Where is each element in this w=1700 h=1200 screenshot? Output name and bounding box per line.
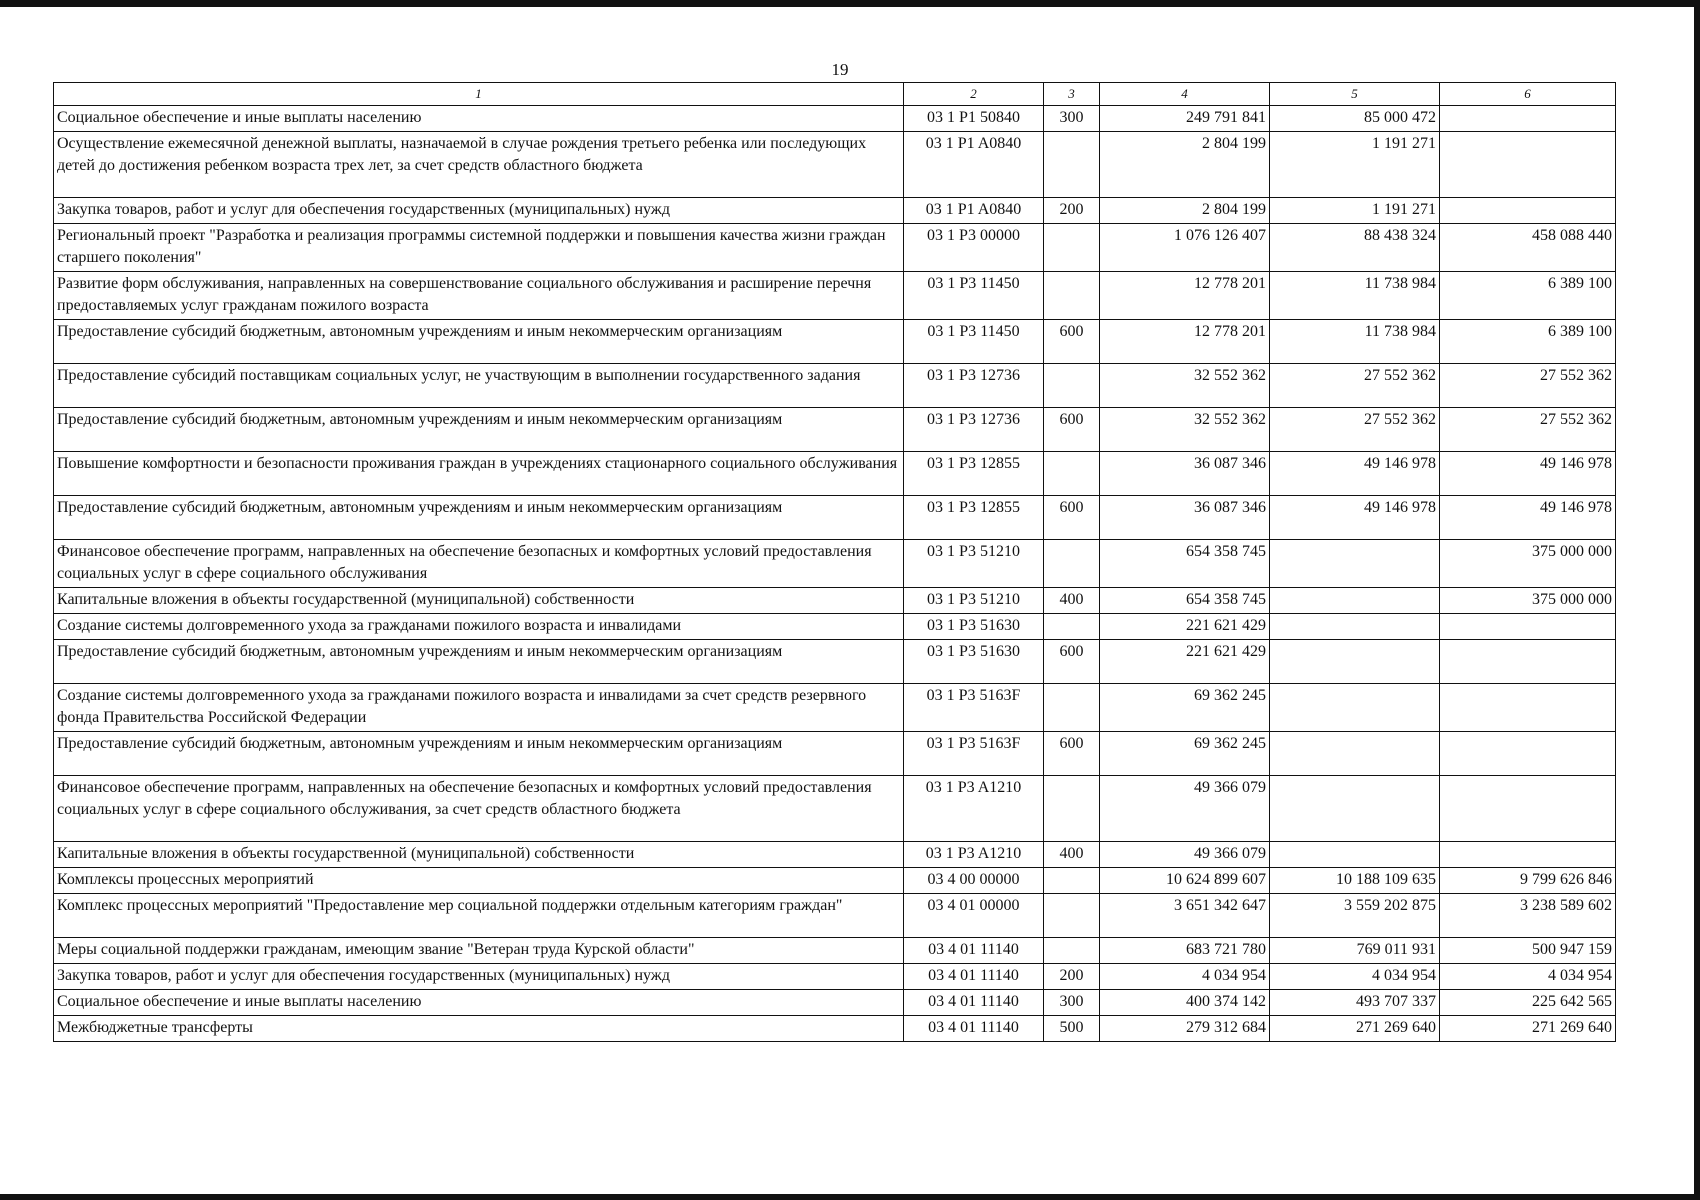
row-code-cell: 03 1 P3 5163F [904,684,1044,732]
row-value-5-cell: 27 552 362 [1270,408,1440,452]
row-code-cell: 03 1 P3 5163F [904,732,1044,776]
table-row [54,588,1616,614]
row-name-cell: Меры социальной поддержки гражданам, имеющим звание "Ветеран труда Курской области" [54,938,904,964]
row-value-6-cell: 225 642 565 [1440,990,1616,1016]
row-name-cell: Капитальные вложения в объекты государственной (муниципальной) собственности [54,842,904,868]
row-type-cell [1044,894,1100,938]
row-value-4-cell: 10 624 899 607 [1100,868,1270,894]
row-value-5-cell: 11 738 984 [1270,320,1440,364]
table-row [54,224,1616,272]
table-body [54,106,1616,1042]
column-header-6: 6 [1440,83,1616,106]
row-type-cell: 400 [1044,588,1100,614]
row-type-cell: 600 [1044,640,1100,684]
row-name-cell: Региональный проект "Разработка и реализация программы системной поддержки и повышения качества жизни граждан старшего поколения" [54,224,904,272]
row-name-cell: Социальное обеспечение и иные выплаты населению [54,990,904,1016]
row-value-6-cell [1440,132,1616,198]
table-row [54,320,1616,364]
row-name-cell: Финансовое обеспечение программ, направленных на обеспечение безопасных и комфортных условий предоставления социальных услуг в сфере социального обслуживания [54,540,904,588]
budget-table [53,82,1616,1042]
row-name-cell: Предоставление субсидий бюджетным, автономным учреждениям и иным некоммерческим организациям [54,732,904,776]
row-name-cell: Создание системы долговременного ухода за гражданами пожилого возраста и инвалидами за счет средств резервного фонда Правительства Российской Федерации [54,684,904,732]
table-row [54,894,1616,938]
row-type-cell: 600 [1044,496,1100,540]
row-type-cell [1044,868,1100,894]
row-name-cell: Развитие форм обслуживания, направленных на совершенствование социального обслуживания и расширение перечня предоставляемых услуг гражданам пожилого возраста [54,272,904,320]
row-name-cell: Предоставление субсидий поставщикам социальных услуг, не участвующим в выполнении государственного задания [54,364,904,408]
row-code-cell: 03 4 01 11140 [904,1016,1044,1042]
row-code-cell: 03 1 P3 11450 [904,320,1044,364]
row-value-6-cell [1440,106,1616,132]
row-value-6-cell [1440,614,1616,640]
table-row [54,990,1616,1016]
row-type-cell [1044,132,1100,198]
column-header-2: 2 [904,83,1044,106]
row-value-4-cell: 49 366 079 [1100,842,1270,868]
row-value-6-cell: 49 146 978 [1440,496,1616,540]
row-name-cell: Финансовое обеспечение программ, направленных на обеспечение безопасных и комфортных условий предоставления социальных услуг в сфере социального обслуживания, за счет средств областного бюджета [54,776,904,842]
row-name-cell: Закупка товаров, работ и услуг для обеспечения государственных (муниципальных) нужд [54,964,904,990]
row-value-4-cell: 32 552 362 [1100,408,1270,452]
table-row [54,684,1616,732]
row-value-4-cell: 32 552 362 [1100,364,1270,408]
row-type-cell [1044,540,1100,588]
row-value-5-cell: 88 438 324 [1270,224,1440,272]
table-row [54,964,1616,990]
row-value-6-cell: 375 000 000 [1440,588,1616,614]
row-value-4-cell: 3 651 342 647 [1100,894,1270,938]
column-header-1: 1 [54,83,904,106]
table-row [54,132,1616,198]
row-type-cell [1044,452,1100,496]
table-row [54,106,1616,132]
row-value-6-cell [1440,732,1616,776]
row-value-5-cell [1270,540,1440,588]
row-value-5-cell: 49 146 978 [1270,452,1440,496]
table-row [54,868,1616,894]
row-type-cell: 300 [1044,990,1100,1016]
row-code-cell: 03 4 01 11140 [904,938,1044,964]
row-type-cell: 300 [1044,106,1100,132]
table-row [54,198,1616,224]
row-value-4-cell: 49 366 079 [1100,776,1270,842]
scan-border-right [1694,0,1700,1200]
row-value-5-cell: 1 191 271 [1270,132,1440,198]
row-value-4-cell: 4 034 954 [1100,964,1270,990]
row-name-cell: Межбюджетные трансферты [54,1016,904,1042]
row-type-cell: 600 [1044,408,1100,452]
column-header-3: 3 [1044,83,1100,106]
row-value-4-cell: 2 804 199 [1100,198,1270,224]
row-value-6-cell: 27 552 362 [1440,364,1616,408]
row-value-5-cell [1270,732,1440,776]
row-value-5-cell [1270,684,1440,732]
row-type-cell [1044,364,1100,408]
row-code-cell: 03 4 01 00000 [904,894,1044,938]
row-type-cell: 400 [1044,842,1100,868]
row-value-6-cell: 3 238 589 602 [1440,894,1616,938]
row-value-4-cell: 69 362 245 [1100,732,1270,776]
table-row [54,842,1616,868]
table-row [54,272,1616,320]
row-code-cell: 03 1 P1 50840 [904,106,1044,132]
table-row [54,776,1616,842]
row-value-6-cell [1440,842,1616,868]
row-value-6-cell [1440,776,1616,842]
row-name-cell: Создание системы долговременного ухода за гражданами пожилого возраста и инвалидами [54,614,904,640]
row-value-5-cell: 11 738 984 [1270,272,1440,320]
row-value-5-cell: 10 188 109 635 [1270,868,1440,894]
row-code-cell: 03 1 P3 12855 [904,452,1044,496]
row-value-6-cell: 4 034 954 [1440,964,1616,990]
table-row [54,364,1616,408]
row-value-6-cell: 49 146 978 [1440,452,1616,496]
row-value-5-cell: 1 191 271 [1270,198,1440,224]
table-row [54,732,1616,776]
row-value-6-cell [1440,684,1616,732]
row-code-cell: 03 1 P3 51630 [904,640,1044,684]
row-value-5-cell [1270,640,1440,684]
row-name-cell: Предоставление субсидий бюджетным, автономным учреждениям и иным некоммерческим организациям [54,408,904,452]
row-name-cell: Социальное обеспечение и иные выплаты населению [54,106,904,132]
row-value-5-cell: 493 707 337 [1270,990,1440,1016]
row-value-5-cell: 49 146 978 [1270,496,1440,540]
row-type-cell: 200 [1044,964,1100,990]
row-type-cell: 200 [1044,198,1100,224]
page-number: 19 [831,60,849,79]
row-value-4-cell: 36 087 346 [1100,452,1270,496]
row-code-cell: 03 1 P3 51210 [904,588,1044,614]
row-type-cell [1044,776,1100,842]
row-type-cell [1044,224,1100,272]
row-type-cell [1044,938,1100,964]
row-value-6-cell [1440,640,1616,684]
table-row [54,408,1616,452]
row-value-4-cell: 36 087 346 [1100,496,1270,540]
row-value-5-cell [1270,588,1440,614]
row-code-cell: 03 1 P3 51210 [904,540,1044,588]
row-name-cell: Осуществление ежемесячной денежной выплаты, назначаемой в случае рождения третьего ребенка или последующих детей до достижения ребенком возраста трех лет, за счет средств областного бюджета [54,132,904,198]
row-type-cell [1044,684,1100,732]
row-value-6-cell [1440,198,1616,224]
row-code-cell: 03 1 P3 00000 [904,224,1044,272]
row-code-cell: 03 4 01 11140 [904,964,1044,990]
row-code-cell: 03 1 P3 12736 [904,364,1044,408]
row-type-cell [1044,614,1100,640]
row-value-6-cell: 6 389 100 [1440,272,1616,320]
row-code-cell: 03 4 01 11140 [904,990,1044,1016]
row-code-cell: 03 1 P3 12736 [904,408,1044,452]
row-value-5-cell: 27 552 362 [1270,364,1440,408]
row-name-cell: Комплекс процессных мероприятий "Предоставление мер социальной поддержки отдельным категориям граждан" [54,894,904,938]
row-code-cell: 03 1 P3 A1210 [904,842,1044,868]
row-code-cell: 03 1 P1 A0840 [904,198,1044,224]
table-row [54,640,1616,684]
scan-border-top [0,0,1700,7]
row-type-cell [1044,272,1100,320]
row-value-4-cell: 654 358 745 [1100,588,1270,614]
row-value-4-cell: 654 358 745 [1100,540,1270,588]
header-row [54,83,1616,106]
row-value-4-cell: 12 778 201 [1100,320,1270,364]
row-type-cell: 600 [1044,732,1100,776]
row-value-6-cell: 27 552 362 [1440,408,1616,452]
row-value-4-cell: 400 374 142 [1100,990,1270,1016]
row-code-cell: 03 4 00 00000 [904,868,1044,894]
row-name-cell: Закупка товаров, работ и услуг для обеспечения государственных (муниципальных) нужд [54,198,904,224]
row-value-5-cell: 4 034 954 [1270,964,1440,990]
row-value-4-cell: 279 312 684 [1100,1016,1270,1042]
row-value-5-cell: 769 011 931 [1270,938,1440,964]
column-header-4: 4 [1100,83,1270,106]
row-value-5-cell: 85 000 472 [1270,106,1440,132]
row-value-4-cell: 69 362 245 [1100,684,1270,732]
row-code-cell: 03 1 P3 12855 [904,496,1044,540]
row-value-6-cell: 271 269 640 [1440,1016,1616,1042]
column-header-5: 5 [1270,83,1440,106]
row-value-4-cell: 683 721 780 [1100,938,1270,964]
row-value-6-cell: 375 000 000 [1440,540,1616,588]
row-value-5-cell [1270,842,1440,868]
row-code-cell: 03 1 P3 A1210 [904,776,1044,842]
row-value-5-cell: 271 269 640 [1270,1016,1440,1042]
row-value-5-cell: 3 559 202 875 [1270,894,1440,938]
row-type-cell: 500 [1044,1016,1100,1042]
row-value-6-cell: 458 088 440 [1440,224,1616,272]
row-code-cell: 03 1 P1 A0840 [904,132,1044,198]
row-value-5-cell [1270,776,1440,842]
row-name-cell: Повышение комфортности и безопасности проживания граждан в учреждениях стационарного социального обслуживания [54,452,904,496]
table-row [54,938,1616,964]
row-name-cell: Предоставление субсидий бюджетным, автономным учреждениям и иным некоммерческим организациям [54,320,904,364]
row-code-cell: 03 1 P3 51630 [904,614,1044,640]
table-row [54,452,1616,496]
row-value-4-cell: 221 621 429 [1100,614,1270,640]
row-value-4-cell: 2 804 199 [1100,132,1270,198]
scan-border-bottom [0,1194,1700,1200]
row-value-4-cell: 1 076 126 407 [1100,224,1270,272]
row-name-cell: Предоставление субсидий бюджетным, автономным учреждениям и иным некоммерческим организациям [54,496,904,540]
row-value-4-cell: 249 791 841 [1100,106,1270,132]
row-name-cell: Комплексы процессных мероприятий [54,868,904,894]
table-row [54,1016,1616,1042]
table-row [54,614,1616,640]
row-value-4-cell: 221 621 429 [1100,640,1270,684]
row-value-6-cell: 6 389 100 [1440,320,1616,364]
row-value-5-cell [1270,614,1440,640]
row-value-6-cell: 500 947 159 [1440,938,1616,964]
row-name-cell: Предоставление субсидий бюджетным, автономным учреждениям и иным некоммерческим организациям [54,640,904,684]
table-row [54,540,1616,588]
row-value-4-cell: 12 778 201 [1100,272,1270,320]
row-type-cell: 600 [1044,320,1100,364]
table-row [54,496,1616,540]
row-code-cell: 03 1 P3 11450 [904,272,1044,320]
row-value-6-cell: 9 799 626 846 [1440,868,1616,894]
row-name-cell: Капитальные вложения в объекты государственной (муниципальной) собственности [54,588,904,614]
